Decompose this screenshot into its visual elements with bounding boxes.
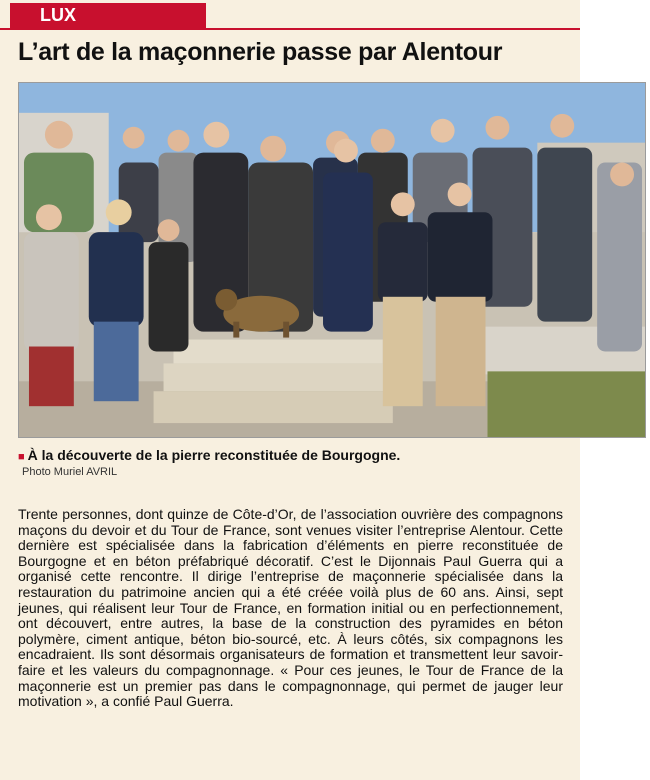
photo-credit: Photo Muriel AVRIL: [22, 466, 118, 478]
photo-garden-bed: [488, 371, 645, 437]
caption-marker-icon: ■: [18, 451, 25, 463]
photo-step-bottom: [154, 391, 393, 423]
group-photo: [18, 82, 646, 438]
article-headline: L’art de la maçonnerie passe par Alentour: [18, 38, 503, 66]
photo-step-top: [174, 340, 383, 364]
caption-text: À la découverte de la pierre reconstituée de Bourgogne.: [27, 447, 401, 463]
section-label: LUX: [10, 3, 206, 28]
article-body: Trente personnes, dont quinze de Côte-d’Or, de l’association ouvrière des compagnons maçons du devoir et du Tour de France, sont venues visiter l’entreprise Alentour. Cette dernière est spécialisée dans la fabrication d’éléments en pierre reconstituée de Bourgogne et en béton préfabriqué décoratif. C’est le Dijonnais Paul Guerra qui a organisé cette rencontre. Il dirige l’entreprise de maçonnerie spécialisée dans la restauration du patrimoine ancien qui a été créée voilà plus de 60 ans. Ainsi, sept jeunes, qui réalisent leur Tour de France, en formation initial ou en perfectionnement, ont découvert, entre autres, la base de la construction des pyramides en béton polymère, ciment antique, béton bio-sourcé, etc. À leurs côtés, six compagnons les encadraient. Ils sont désormais organisateurs de formation et transmettent leur savoir-faire et les valeurs du compagnonnage. « Pour ces jeunes, le Tour de France de la maçonnerie est un premier pas dans le compagnonnage, qui permet de jauger leur motivation », a confié Paul Guerra.: [18, 506, 563, 710]
photo-step-middle: [164, 363, 388, 391]
photo-caption: [18, 446, 578, 466]
section-header-bar: [0, 0, 580, 30]
